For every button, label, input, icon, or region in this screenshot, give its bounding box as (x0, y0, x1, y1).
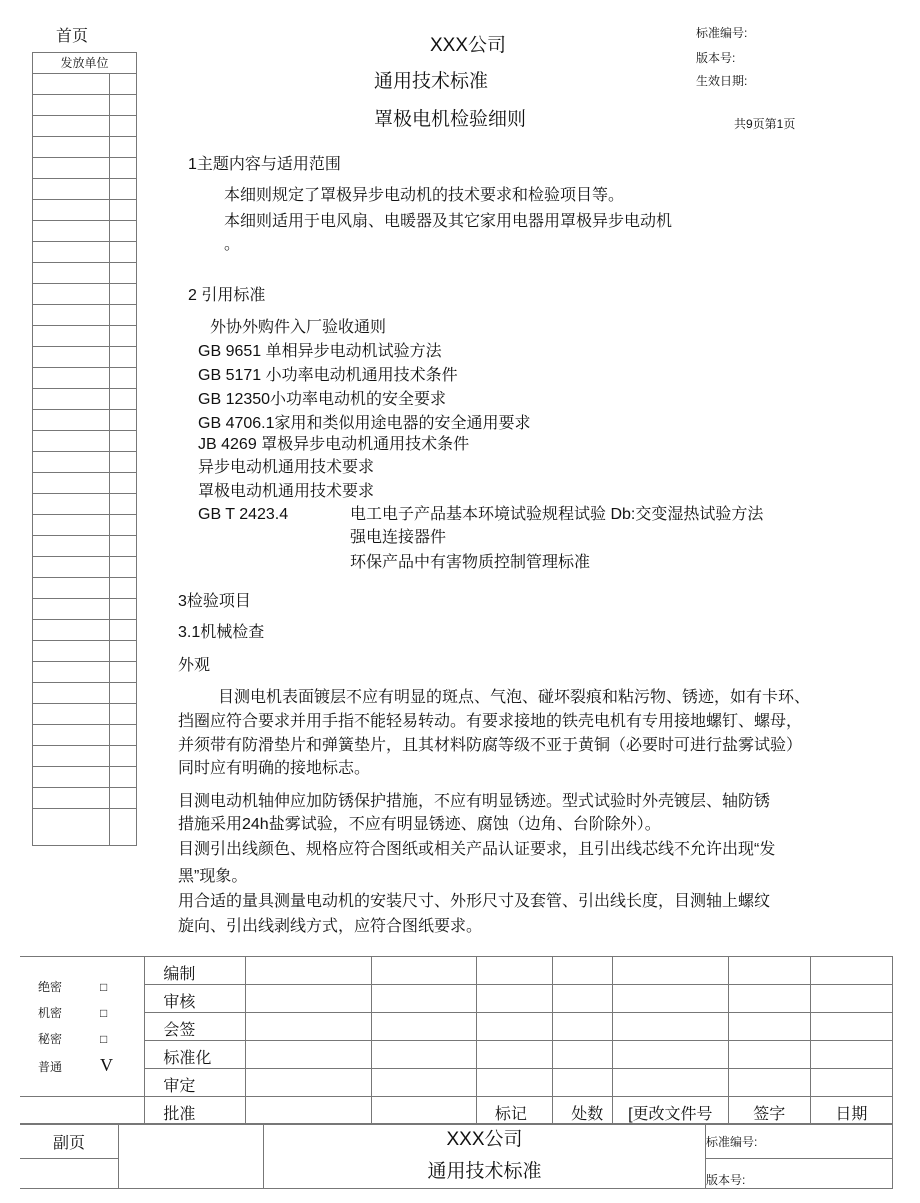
secrecy-cell (20, 957, 145, 1097)
cell (246, 1013, 372, 1041)
cell (110, 578, 137, 599)
cell (612, 1013, 728, 1041)
table-row (33, 599, 137, 620)
table-row (20, 957, 893, 985)
role-label: 审定 (145, 1069, 246, 1097)
company-name: XXX公司 (430, 35, 507, 56)
footer-doc-type: 通用技术标准 (427, 1161, 542, 1182)
table-row (33, 809, 137, 846)
ref-item: GB 5171 小功率电动机通用技术条件 (198, 367, 458, 384)
column-header: [更改文件号 (612, 1097, 728, 1125)
checkbox-icon[interactable]: □ (100, 979, 108, 994)
ref-item: 强电连接器件 (350, 529, 447, 546)
cell (110, 284, 137, 305)
table-row (33, 683, 137, 704)
table-row (33, 326, 137, 347)
cell (33, 746, 110, 767)
cell (110, 704, 137, 725)
cell (553, 1013, 613, 1041)
table-row (33, 494, 137, 515)
cell (110, 200, 137, 221)
body-line: 挡圈应符合要求并用手指不能轻易转动。有要求接地的铁壳电机有专用接地螺钉、螺母， (178, 713, 803, 730)
effective-date-label: 生效日期: (696, 74, 748, 88)
version-label: 版本号: (696, 51, 736, 65)
cell (476, 1069, 552, 1097)
ref-item: GB 12350小功率电动机的安全要求 (198, 391, 447, 408)
cell (110, 74, 137, 95)
cell (33, 683, 110, 704)
cell (810, 1069, 892, 1097)
table-row (33, 410, 137, 431)
cell (728, 1069, 810, 1097)
role-label: 审核 (145, 985, 246, 1013)
cell (110, 788, 137, 809)
column-header: 标记 (476, 1097, 552, 1125)
body-line: 目测引出线颜色、规格应符合图纸或相关产品认证要求，且引出线芯线不允许出现“发 (178, 841, 776, 858)
cell (110, 452, 137, 473)
cell (33, 431, 110, 452)
secrecy-label: 绝密 (38, 979, 63, 994)
cell (110, 158, 137, 179)
cell (372, 1013, 477, 1041)
body-line: 措施采用24h盐雾试验，不应有明显锈迹、腐蚀（边角、台阶除外）。 (178, 816, 661, 833)
cell (110, 431, 137, 452)
s1-para: 。 (224, 236, 241, 253)
table-row (33, 242, 137, 263)
cell (33, 347, 110, 368)
cell (33, 221, 110, 242)
table-row (33, 620, 137, 641)
cell (33, 158, 110, 179)
cell (612, 1069, 728, 1097)
cell (372, 957, 477, 985)
body-line: 同时应有明确的接地标志。 (178, 760, 371, 777)
table-row (33, 641, 137, 662)
table-row (33, 368, 137, 389)
secrecy-option[interactable] (38, 1000, 144, 1026)
table-row (33, 116, 137, 137)
cell (33, 788, 110, 809)
table-row (33, 347, 137, 368)
cell (33, 557, 110, 578)
cell (110, 536, 137, 557)
cell (110, 389, 137, 410)
secrecy-label: 秘密 (38, 1031, 63, 1046)
section-2-title: 2 引用标准 (188, 287, 266, 304)
cell (476, 957, 552, 985)
body-line: 并须带有防滑垫片和弹簧垫片，且其材料防腐等级不亚于黄铜（必要时可进行盐雾试验） (178, 737, 803, 754)
ref-code: GB T 2423.4 (198, 506, 289, 523)
cell (553, 1069, 613, 1097)
table-row (33, 95, 137, 116)
cell (33, 116, 110, 137)
footer-std-no: 标准编号: (706, 1124, 893, 1159)
cell (33, 284, 110, 305)
blank-cell (20, 1159, 119, 1189)
cell (33, 494, 110, 515)
table-row (33, 431, 137, 452)
cell (110, 746, 137, 767)
secrecy-label: 机密 (38, 1005, 63, 1020)
table-row (33, 704, 137, 725)
check-mark[interactable]: V (100, 1054, 113, 1075)
cell (372, 1097, 477, 1125)
ref-item: GB 4706.1家用和类似用途电器的安全通用要求 (198, 415, 531, 432)
cell (476, 985, 552, 1013)
secrecy-option[interactable] (38, 1052, 144, 1080)
table-row (33, 305, 137, 326)
s1-para: 本细则规定了罩极异步电动机的技术要求和检验项目等。 (224, 187, 625, 204)
cell (33, 137, 110, 158)
cell (246, 1069, 372, 1097)
body-line: 目测电机表面镀层不应有明显的斑点、气泡、碰坏裂痕和粘污物、锈迹，如有卡环、 (218, 689, 811, 706)
ref-item: 异步电动机通用技术要求 (198, 459, 375, 476)
cell (728, 1041, 810, 1069)
cell (110, 326, 137, 347)
appearance-heading: 外观 (178, 657, 211, 674)
cell (246, 1041, 372, 1069)
cell (372, 1041, 477, 1069)
table-row (33, 137, 137, 158)
cell (810, 985, 892, 1013)
column-header: 处数 (553, 1097, 613, 1125)
sub-page-label: 副页 (52, 1134, 85, 1152)
table-row (20, 1097, 893, 1125)
cell (20, 1097, 145, 1125)
table-row (33, 662, 137, 683)
cell (110, 95, 137, 116)
cell (728, 985, 810, 1013)
cell (110, 725, 137, 746)
table-row (33, 557, 137, 578)
cell (33, 326, 110, 347)
footer-table (20, 1123, 893, 1189)
ref-item: GB 9651 单相异步电动机试验方法 (198, 343, 442, 360)
cell (33, 389, 110, 410)
cell (372, 985, 477, 1013)
table-row (33, 725, 137, 746)
cell (612, 1041, 728, 1069)
table-row (33, 452, 137, 473)
table-row (33, 179, 137, 200)
cell (110, 368, 137, 389)
page-info: 共9页第1页 (734, 117, 796, 131)
cell (33, 578, 110, 599)
cell (33, 452, 110, 473)
s1-para: 本细则适用于电风扇、电暖器及其它家用电器用罩极异步电动机 (224, 213, 673, 230)
cell (110, 662, 137, 683)
cell (110, 473, 137, 494)
cell (33, 725, 110, 746)
table-row (33, 263, 137, 284)
cell (110, 683, 137, 704)
cell (33, 767, 110, 788)
table-row (33, 536, 137, 557)
section-1-title: 1主题内容与适用范围 (188, 156, 341, 173)
table-row (33, 221, 137, 242)
ref-item: JB 4269 罩极异步电动机通用技术条件 (198, 436, 470, 453)
cell (33, 515, 110, 536)
blank-cell (119, 1124, 264, 1189)
cell (553, 985, 613, 1013)
doc-type: 通用技术标准 (374, 71, 489, 92)
table-row (33, 473, 137, 494)
cell (33, 95, 110, 116)
body-line: 目测电动机轴伸应加防锈保护措施，不应有明显锈迹。型式试验时外壳镀层、轴防锈 (178, 793, 771, 810)
cell (110, 137, 137, 158)
secrecy-option[interactable] (38, 1026, 144, 1052)
cell (110, 347, 137, 368)
cell (110, 179, 137, 200)
ref-desc: 电工电子产品基本环境试验规程试验 Db:交变湿热试验方法 (350, 506, 764, 523)
cell (612, 957, 728, 985)
cell (110, 641, 137, 662)
checkbox-icon[interactable]: □ (100, 1031, 108, 1046)
table-row (20, 1069, 893, 1097)
table-row (33, 578, 137, 599)
cell (33, 704, 110, 725)
issuing-unit-table (32, 52, 137, 846)
cell (110, 557, 137, 578)
cell (110, 599, 137, 620)
cell (33, 809, 110, 846)
cell (110, 116, 137, 137)
cell (110, 410, 137, 431)
table-row (33, 74, 137, 95)
cell (110, 242, 137, 263)
sub-page-cell (20, 1124, 119, 1159)
cell (110, 809, 137, 846)
cell (810, 957, 892, 985)
cell (476, 1041, 552, 1069)
ref-item: 外协外购件入厂验收通则 (210, 319, 387, 336)
cell (33, 74, 110, 95)
cell (33, 410, 110, 431)
table-row (33, 200, 137, 221)
secrecy-option[interactable] (38, 974, 144, 1000)
cell (553, 1041, 613, 1069)
body-line: 黑”现象。 (178, 868, 248, 885)
doc-title: 罩极电机检验细则 (374, 109, 527, 130)
secrecy-label: 普通 (38, 1059, 63, 1074)
role-label: 批准 (145, 1097, 246, 1125)
table-row (33, 515, 137, 536)
cell (372, 1069, 477, 1097)
table-row (33, 746, 137, 767)
cell (246, 985, 372, 1013)
footer-version: 版本号: (706, 1159, 893, 1189)
table-row (33, 389, 137, 410)
cell (33, 368, 110, 389)
approval-table (20, 956, 893, 1125)
ref-item: 罩极电动机通用技术要求 (198, 483, 375, 500)
cell (476, 1013, 552, 1041)
role-label: 编制 (145, 957, 246, 985)
body-line: 旋向、引出线剥线方式，应符合图纸要求。 (178, 918, 483, 935)
cell (110, 263, 137, 284)
section-3-title: 3检验项目 (178, 593, 251, 610)
cell (810, 1013, 892, 1041)
role-label: 标准化 (145, 1041, 246, 1069)
footer-company: XXX公司 (446, 1129, 523, 1150)
cell (33, 179, 110, 200)
cell (33, 473, 110, 494)
section-3-1-title: 3.1机械检查 (178, 624, 265, 641)
std-no-label: 标准编号: (696, 26, 748, 40)
home-label: 首页 (56, 28, 89, 45)
table-row (20, 1013, 893, 1041)
cell (612, 985, 728, 1013)
table-row (20, 1041, 893, 1069)
cell (33, 305, 110, 326)
cell (246, 1097, 372, 1125)
column-header: 签字 (728, 1097, 810, 1125)
footer-title-cell (264, 1124, 706, 1189)
column-header: 日期 (810, 1097, 892, 1125)
issuing-unit-header: 发放单位 (33, 53, 137, 74)
cell (728, 957, 810, 985)
cell (553, 957, 613, 985)
cell (110, 494, 137, 515)
ref-item: 环保产品中有害物质控制管理标准 (350, 554, 591, 571)
cell (246, 957, 372, 985)
table-row (33, 158, 137, 179)
table-row (33, 788, 137, 809)
role-label: 会签 (145, 1013, 246, 1041)
cell (728, 1013, 810, 1041)
cell (110, 515, 137, 536)
cell (33, 641, 110, 662)
cell (33, 599, 110, 620)
cell (110, 767, 137, 788)
body-line: 用合适的量具测量电动机的安装尺寸、外形尺寸及套管、引出线长度，目测轴上螺纹 (178, 893, 771, 910)
checkbox-icon[interactable]: □ (100, 1005, 108, 1020)
cell (33, 620, 110, 641)
cell (110, 620, 137, 641)
cell (33, 200, 110, 221)
cell (110, 221, 137, 242)
cell (33, 536, 110, 557)
cell (810, 1041, 892, 1069)
cell (33, 242, 110, 263)
table-row (33, 284, 137, 305)
cell (110, 305, 137, 326)
cell (33, 662, 110, 683)
table-row (33, 767, 137, 788)
table-row (20, 985, 893, 1013)
cell (33, 263, 110, 284)
